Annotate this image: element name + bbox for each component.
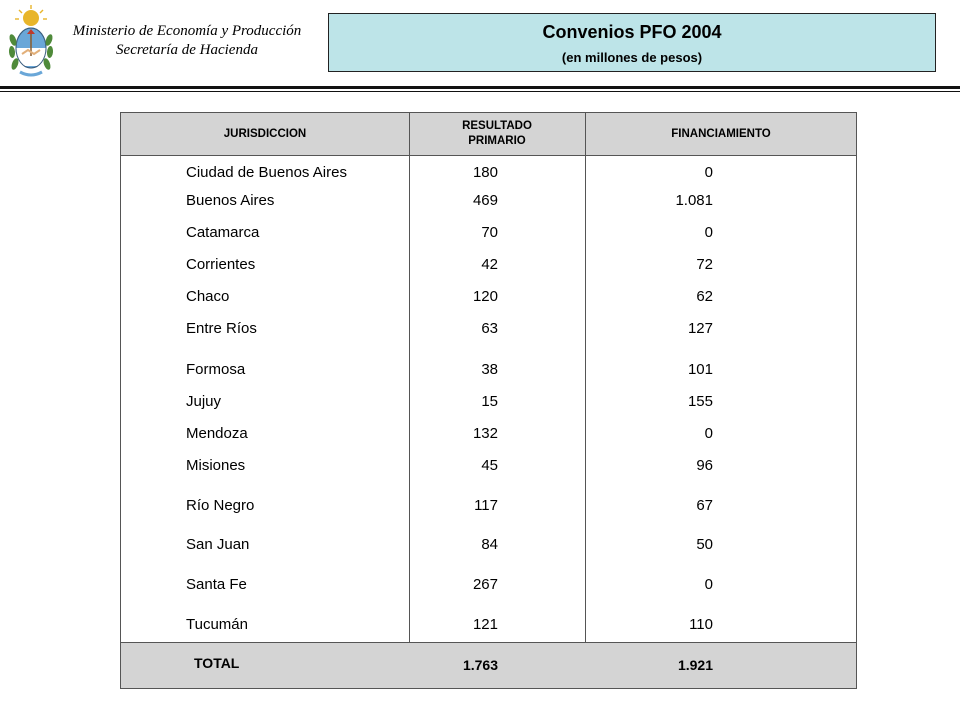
sun-icon bbox=[15, 5, 47, 26]
table-row bbox=[121, 456, 856, 476]
financiamiento-cell: 1.081 bbox=[675, 192, 713, 209]
financiamiento-cell: 127 bbox=[687, 320, 713, 337]
resultado-cell: 121 bbox=[472, 616, 498, 633]
jurisdiccion-cell: Corrientes bbox=[186, 256, 256, 273]
financiamiento-cell: 0 bbox=[704, 164, 713, 181]
resultado-cell: 267 bbox=[472, 576, 498, 593]
table-total-row bbox=[121, 642, 856, 688]
table-row bbox=[121, 319, 856, 339]
resultado-cell: 45 bbox=[481, 457, 498, 474]
jurisdiccion-cell: Chaco bbox=[186, 288, 230, 305]
jurisdiccion-cell: Catamarca bbox=[186, 224, 260, 241]
table-header bbox=[121, 113, 856, 156]
argentina-coat-of-arms-icon bbox=[6, 4, 56, 82]
column-header-financiamiento: FINANCIAMIENTO bbox=[671, 127, 771, 140]
table-row bbox=[121, 424, 856, 444]
financiamiento-cell: 101 bbox=[687, 361, 713, 378]
resultado-cell: 117 bbox=[474, 497, 498, 514]
secretariat-name: Secretaría de Hacienda bbox=[116, 42, 258, 58]
resultado-cell: 15 bbox=[481, 393, 498, 410]
table-row bbox=[121, 287, 856, 307]
resultado-cell: 70 bbox=[481, 224, 498, 241]
jurisdiccion-cell: San Juan bbox=[186, 536, 250, 553]
resultado-cell: 38 bbox=[481, 361, 498, 378]
jurisdiccion-cell: Mendoza bbox=[186, 425, 248, 442]
table-row bbox=[121, 223, 856, 243]
financiamiento-cell: 62 bbox=[696, 288, 713, 305]
column-header-resultado bbox=[409, 113, 585, 155]
jurisdiccion-cell: Entre Ríos bbox=[186, 320, 257, 337]
table-row bbox=[121, 360, 856, 380]
table-row bbox=[121, 255, 856, 275]
table-row bbox=[121, 191, 856, 211]
total-label: TOTAL bbox=[194, 655, 240, 671]
jurisdiccion-cell: Jujuy bbox=[186, 393, 222, 410]
financiamiento-cell: 155 bbox=[687, 393, 713, 410]
total-financiamiento: 1.921 bbox=[677, 657, 713, 673]
total-resultado: 1.763 bbox=[462, 657, 498, 673]
jurisdiccion-cell: Río Negro bbox=[186, 497, 255, 514]
table-row bbox=[121, 496, 856, 516]
column-header-jurisdiccion: JURISDICCION bbox=[223, 127, 307, 140]
financiamiento-cell: 50 bbox=[696, 536, 713, 553]
table-row bbox=[121, 615, 856, 635]
financiamiento-cell: 0 bbox=[704, 425, 713, 442]
jurisdiccion-cell: Buenos Aires bbox=[186, 192, 275, 209]
page-subtitle: (en millones de pesos) bbox=[561, 50, 703, 65]
resultado-cell: 42 bbox=[481, 256, 498, 273]
resultado-cell: 120 bbox=[472, 288, 498, 305]
jurisdiccion-cell: Santa Fe bbox=[186, 576, 247, 593]
table-row bbox=[121, 575, 856, 595]
financiamiento-cell: 110 bbox=[689, 616, 713, 633]
table-row bbox=[121, 163, 856, 183]
jurisdiccion-cell: Tucumán bbox=[186, 616, 248, 633]
data-table bbox=[120, 112, 857, 689]
resultado-cell: 132 bbox=[472, 425, 498, 442]
column-header-resultado-line1: RESULTADO bbox=[462, 120, 532, 132]
column-header-resultado-line2: PRIMARIO bbox=[468, 135, 526, 147]
jurisdiccion-cell: Ciudad de Buenos Aires bbox=[186, 164, 347, 181]
financiamiento-cell: 0 bbox=[704, 576, 713, 593]
header-divider-thick bbox=[0, 86, 960, 89]
table-row bbox=[121, 535, 856, 555]
table-row bbox=[121, 392, 856, 412]
resultado-cell: 469 bbox=[472, 192, 498, 209]
jurisdiccion-cell: Misiones bbox=[186, 457, 246, 474]
resultado-cell: 63 bbox=[481, 320, 498, 337]
title-box bbox=[328, 13, 936, 72]
page-title: Convenios PFO 2004 bbox=[542, 22, 722, 42]
jurisdiccion-cell: Formosa bbox=[186, 361, 246, 378]
financiamiento-cell: 67 bbox=[696, 497, 713, 514]
financiamiento-cell: 72 bbox=[696, 256, 713, 273]
resultado-cell: 180 bbox=[472, 164, 498, 181]
financiamiento-cell: 0 bbox=[704, 224, 713, 241]
header-divider-thin bbox=[0, 91, 960, 92]
ministry-name: Ministerio de Economía y Producción bbox=[72, 23, 302, 39]
resultado-cell: 84 bbox=[481, 536, 498, 553]
ministry-heading bbox=[56, 22, 318, 60]
financiamiento-cell: 96 bbox=[696, 457, 713, 474]
